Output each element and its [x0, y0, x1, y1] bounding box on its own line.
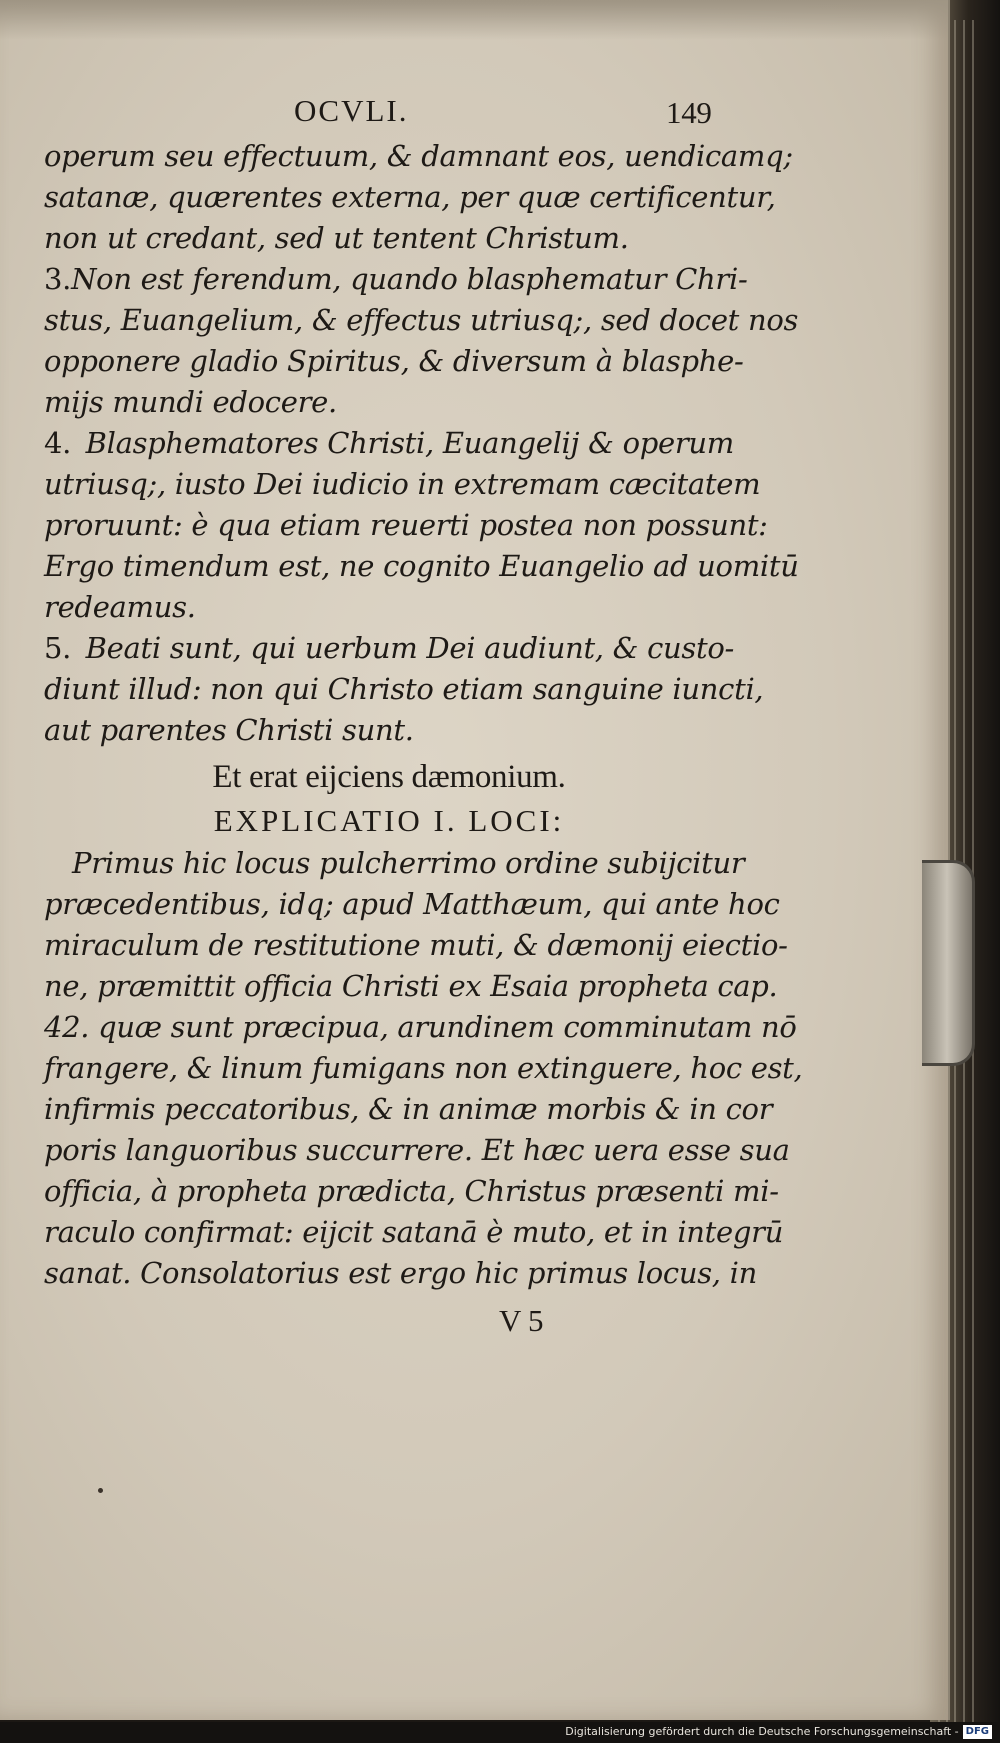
ink-spot	[98, 1488, 103, 1493]
text-line: raculo confirmat: eijcit satanā è muto, et in integrū	[44, 1215, 784, 1249]
dfg-logo-icon: DFG	[963, 1725, 992, 1739]
numbered-item	[44, 259, 748, 300]
text-line: poris languoribus succurrere. Et hæc uera esse sua	[44, 1133, 790, 1167]
text-line: infirmis peccatoribus, & in animæ morbis & in cor	[44, 1092, 773, 1126]
text-line: miraculum de restitutione muti, & dæmonij eiectio-	[44, 928, 788, 962]
text-line: frangere, & linum fumigans non extinguere, hoc est,	[44, 1051, 803, 1085]
text-line: 42. quæ sunt præcipua, arundinem comminutam nō	[44, 1010, 797, 1044]
digitization-credit	[565, 1724, 992, 1740]
text-line: satanæ, quærentes externa, per quæ certificentur,	[44, 180, 776, 214]
text-line: proruunt: è qua etiam reuerti postea non possunt:	[44, 508, 768, 542]
text-line: Ergo timendum est, ne cognito Euangelio ad uomitū	[44, 549, 799, 583]
text-line: stus, Euangelium, & effectus utriusq;, sed docet nos	[44, 303, 799, 337]
text-line: Primus hic locus pulcherrimo ordine subijcitur	[72, 846, 745, 880]
text-line: utriusq;, iusto Dei iudicio in extremam cæcitatem	[44, 467, 761, 501]
signature-mark-row	[44, 1294, 734, 1344]
text-line: non ut credant, sed ut tentent Christum.	[44, 221, 629, 255]
text-line: mijs mundi edocere.	[44, 385, 337, 419]
item-number: 4.	[44, 426, 72, 460]
page-number: 149	[666, 95, 712, 130]
item-number: 3.	[44, 262, 72, 296]
text-line: sanat. Consolatorius est ergo hic primus locus, in	[44, 1256, 757, 1290]
text-line: aut parentes Christi sunt.	[44, 713, 414, 747]
section-heading: Et erat eijciens dæmonium.	[212, 759, 566, 795]
text-line: diunt illud: non qui Christo etiam sanguine iuncti,	[44, 672, 764, 706]
text-line: operum seu effectuum, & damnant eos, uendicamq;	[44, 139, 793, 173]
text-line: opponere gladio Spiritus, & diversum à blasphe-	[44, 344, 744, 378]
text-line: officia, à propheta prædicta, Christus præsenti mi-	[44, 1174, 779, 1208]
page-clip	[922, 860, 975, 1066]
text-line: ne, præmittit officia Christi ex Esaia propheta cap.	[44, 969, 778, 1003]
signature-mark: V 5	[499, 1303, 544, 1338]
running-head: OCVLI.	[294, 93, 409, 128]
numbered-item	[44, 423, 734, 464]
credit-text: Digitalisierung gefördert durch die Deutsche Forschungsgemeinschaft -	[565, 1725, 959, 1738]
section-subheading: EXPLICATIO I. LOCI:	[213, 803, 565, 838]
text-line: præcedentibus, idq; apud Matthæum, qui ante hoc	[44, 887, 780, 921]
item-number: 5.	[44, 631, 72, 665]
text-line: Non est ferendum, quando blasphematur Chri-	[71, 262, 748, 296]
text-line: redeamus.	[44, 590, 196, 624]
page-header	[44, 88, 734, 136]
text-line: Beati sunt, qui uerbum Dei audiunt, & custo-	[85, 631, 734, 665]
numbered-item	[44, 628, 734, 669]
page-text-block	[44, 88, 803, 1344]
text-line: Blasphematores Christi, Euangelij & operum	[85, 426, 734, 460]
footer-bar	[0, 1722, 1000, 1743]
